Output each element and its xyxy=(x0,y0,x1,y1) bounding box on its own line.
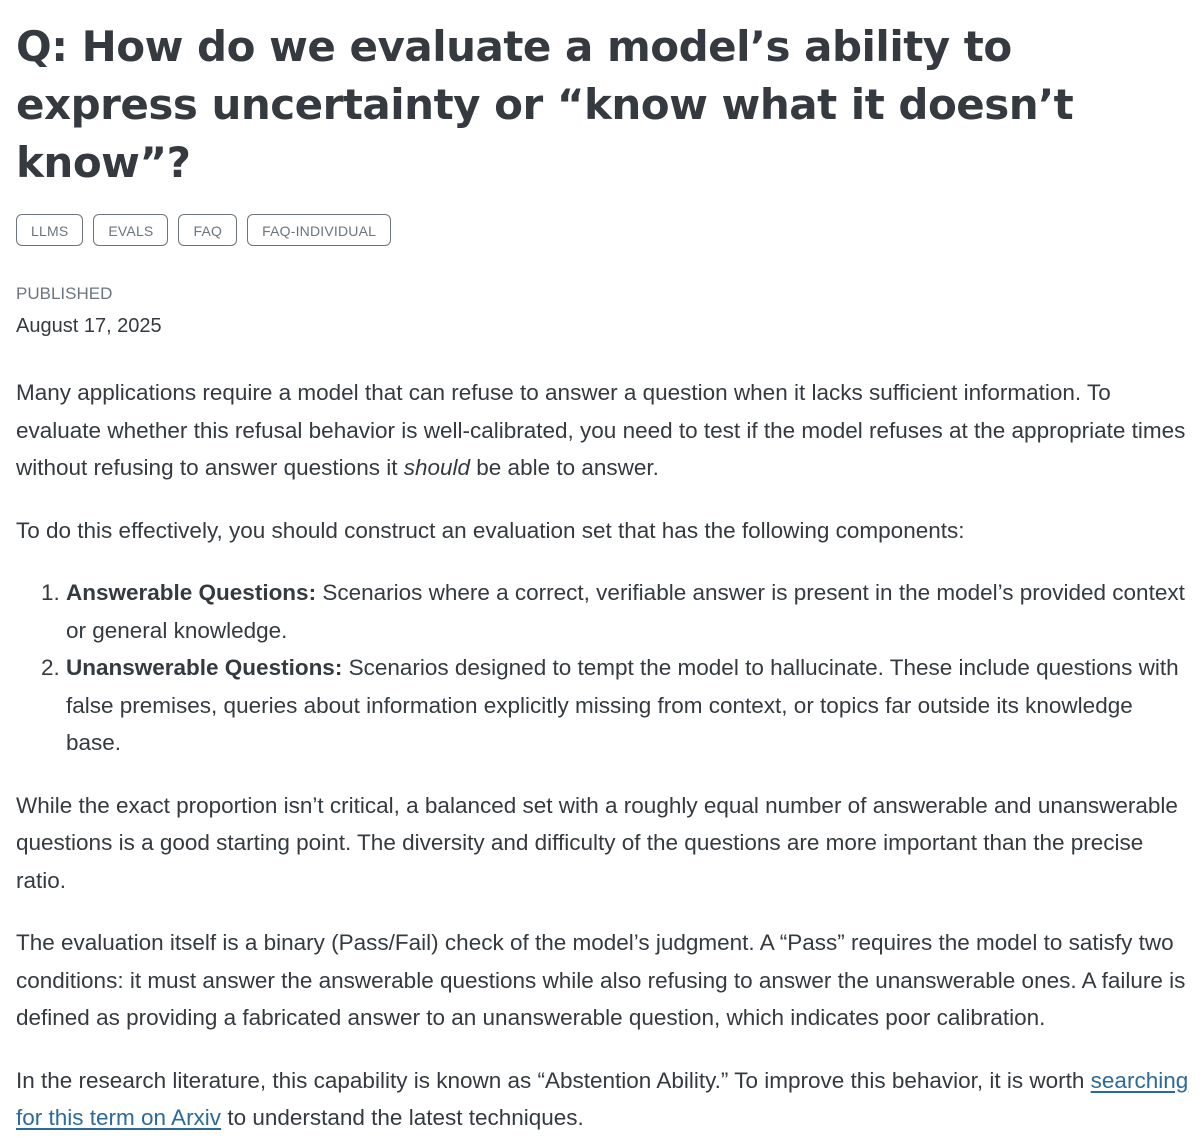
tag-llms[interactable]: LLMS xyxy=(16,214,83,246)
article-body xyxy=(16,374,1192,1137)
list-item xyxy=(66,574,1192,649)
list-item-term: Unanswerable Questions: xyxy=(66,655,343,680)
paragraph-evaluation: The evaluation itself is a binary (Pass/Fail) check of the model’s judgment. A “Pass” requires the model to satisfy two conditions: it must answer the answerable questions while also refusing to answer the unanswerable ones. A failure is defined as providing a fabricated answer to an unanswerable question, which indicates poor calibration. xyxy=(16,930,1186,1030)
published-label: PUBLISHED xyxy=(16,284,113,303)
paragraph-intro xyxy=(16,374,1192,487)
tag-faq-individual[interactable]: FAQ-INDIVIDUAL xyxy=(247,214,391,246)
paragraph-literature-text: In the research literature, this capability is known as “Abstention Ability.” To improve this behavior, it is worth xyxy=(16,1067,1091,1093)
published-date: August 17, 2025 xyxy=(16,315,162,337)
paragraph-literature-tail: to understand the latest techniques. xyxy=(221,1105,584,1130)
list-item-text: Scenarios where a correct, verifiable answer is present in the model’s provided context or general knowledge. xyxy=(66,580,1185,643)
arxiv-search-link[interactable]: searching for this term on Arxiv xyxy=(16,1067,1189,1130)
list-item-text: Scenarios designed to tempt the model to hallucinate. These include questions with false premises, queries about information explicitly missing from context, or topics far outside its knowledge base. xyxy=(66,655,1179,755)
published-meta xyxy=(16,282,1184,340)
paragraph-proportion: While the exact proportion isn’t critical, a balanced set with a roughly equal number of answerable and unanswerable questions is a good starting point. The diversity and difficulty of the questions are more important than the precise ratio. xyxy=(16,792,1178,893)
tag-evals[interactable]: EVALS xyxy=(93,214,168,246)
paragraph-components-intro: To do this effectively, you should construct an evaluation set that has the following components: xyxy=(16,517,965,543)
components-list xyxy=(16,574,1192,762)
paragraph-intro-tail: be able to answer. xyxy=(470,455,659,480)
list-item xyxy=(66,649,1192,762)
paragraph-intro-text: Many applications require a model that can refuse to answer a question when it lacks sufficient information. To evaluate whether this refusal behavior is well-calibrated, you need to test if the model refuses at the appropriate times without refusing to answer questions it xyxy=(16,380,1186,480)
page-title: Q: How do we evaluate a model’s ability to express uncertainty or “know what it doesn’t know”? xyxy=(16,22,1074,187)
paragraph-literature xyxy=(16,1062,1192,1137)
paragraph-intro-emphasis: should xyxy=(403,455,471,480)
tag-list xyxy=(16,214,1184,246)
tag-faq[interactable]: FAQ xyxy=(178,214,237,246)
list-item-term: Answerable Questions: xyxy=(66,580,317,605)
